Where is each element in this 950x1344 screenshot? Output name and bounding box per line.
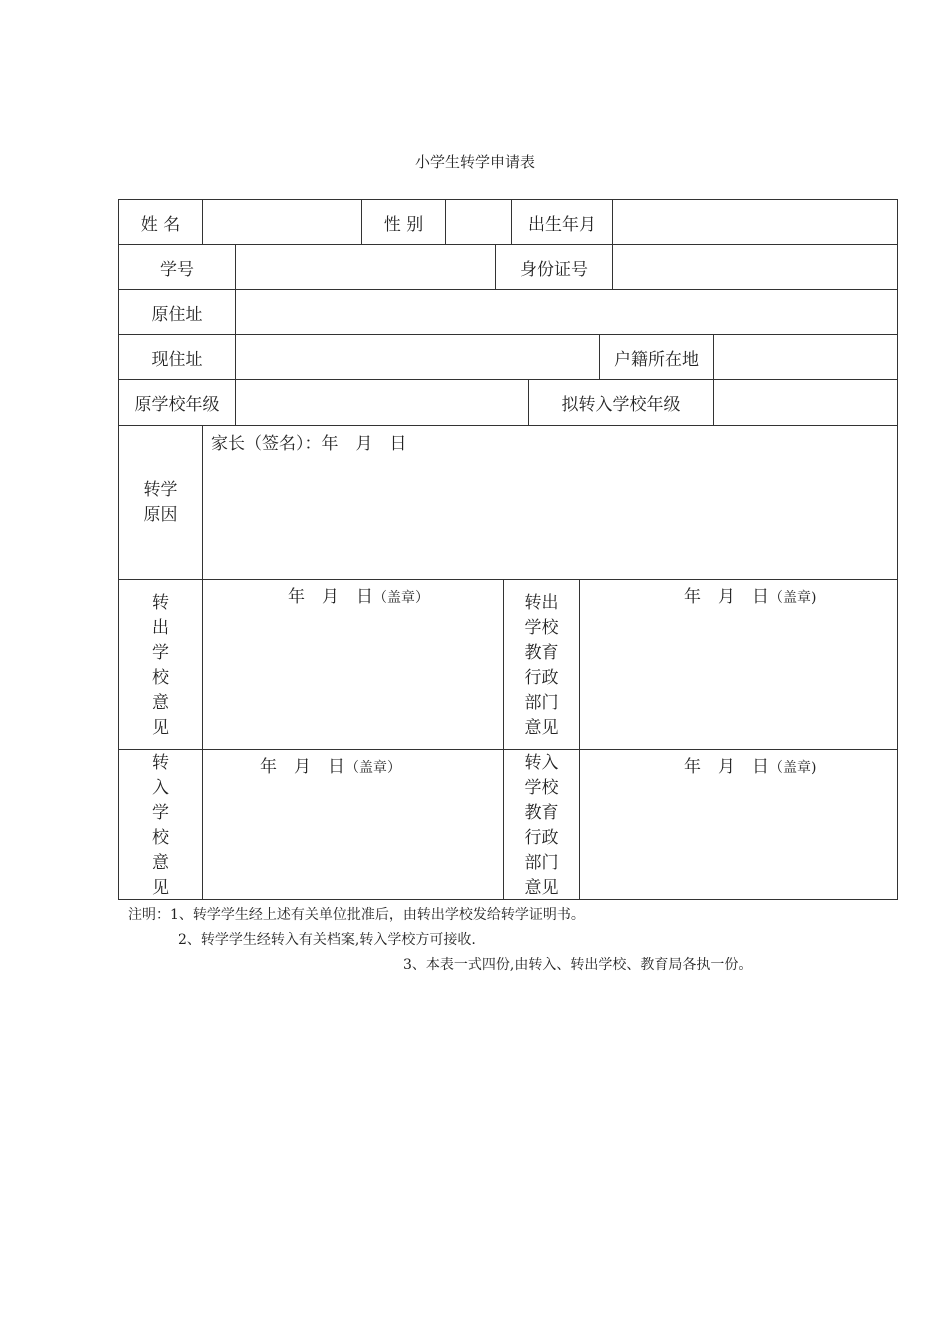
date-text: 年 月 日 — [288, 587, 373, 607]
reason-label — [119, 478, 202, 528]
label-line: 行政 — [524, 828, 559, 848]
birth-label: 出生年月 — [528, 214, 596, 235]
label-char: 转 — [152, 593, 169, 613]
orig-address-field[interactable] — [236, 290, 897, 334]
label-char: 意 — [152, 693, 169, 713]
label-char: 意 — [152, 853, 169, 873]
transfer-in-school-label — [119, 751, 202, 901]
label-char: 学 — [152, 643, 169, 663]
label-char: 见 — [152, 878, 169, 898]
student-id-label: 学号 — [160, 259, 194, 280]
stamp-text: （盖章） — [345, 760, 401, 776]
date-text: 年 月 日 — [684, 757, 769, 777]
label-char: 校 — [152, 668, 169, 688]
stamp-text: （盖章） — [373, 590, 429, 606]
transfer-in-school-opinion-field[interactable] — [203, 750, 503, 899]
student-id-field[interactable] — [236, 245, 495, 289]
id-card-label: 身份证号 — [520, 259, 588, 280]
transfer-in-edu-date-stamp — [684, 752, 816, 777]
stamp-text: （盖章) — [769, 590, 817, 606]
gender-field[interactable] — [446, 200, 511, 244]
gender-label: 性 别 — [383, 214, 424, 235]
label-line: 教育 — [524, 803, 559, 823]
table-border-right — [897, 199, 898, 899]
label-line: 部门 — [524, 853, 559, 873]
label-char: 学 — [152, 803, 169, 823]
transfer-out-edu-opinion-field[interactable] — [580, 580, 897, 749]
household-field[interactable] — [714, 335, 897, 379]
label-line: 部门 — [524, 693, 559, 713]
birth-field[interactable] — [613, 200, 897, 244]
label-line: 学校 — [524, 778, 559, 798]
transfer-out-school-opinion-field[interactable] — [203, 580, 503, 749]
transfer-out-date-stamp — [288, 582, 429, 607]
transfer-out-school-label — [119, 591, 202, 741]
label-char: 校 — [152, 828, 169, 848]
id-card-field[interactable] — [613, 245, 897, 289]
transfer-out-edu-date-stamp — [684, 582, 816, 607]
transfer-out-edu-label — [504, 591, 579, 741]
date-text: 年 月 日 — [684, 587, 769, 607]
transfer-in-edu-label — [504, 751, 579, 901]
orig-grade-field[interactable] — [236, 380, 528, 425]
label-char: 入 — [152, 778, 169, 798]
label-char: 出 — [152, 618, 169, 638]
target-grade-field[interactable] — [714, 380, 897, 425]
orig-address-label: 原住址 — [151, 304, 203, 325]
label-line: 转入 — [524, 753, 559, 773]
label-line: 转出 — [524, 593, 559, 613]
reason-field[interactable] — [203, 426, 897, 579]
label-line: 意见 — [524, 718, 559, 738]
label-char: 转 — [152, 753, 169, 773]
reason-label-line: 转学 — [143, 480, 178, 500]
date-text: 年 月 日 — [260, 757, 345, 777]
note-line-3: 3、本表一式四份,由转入、转出学校、教育局各执一份。 — [403, 957, 753, 973]
label-line: 行政 — [524, 668, 559, 688]
target-grade-label: 拟转入学校年级 — [561, 395, 681, 415]
transfer-in-date-stamp — [260, 752, 401, 777]
parent-signature-line: 家长（签名）：年 月 日 — [211, 434, 407, 454]
form-title: 小学生转学申请表 — [414, 153, 535, 171]
current-address-field[interactable] — [236, 335, 599, 379]
name-label: 姓 名 — [140, 214, 181, 235]
label-line: 教育 — [524, 643, 559, 663]
label-line: 意见 — [524, 878, 559, 898]
orig-grade-label: 原学校年级 — [134, 395, 220, 415]
reason-label-line: 原因 — [143, 505, 178, 525]
name-field[interactable] — [203, 200, 361, 244]
current-address-label: 现住址 — [151, 349, 203, 370]
note-line-1: 注明：1、转学学生经上述有关单位批准后，由转出学校发给转学证明书。 — [128, 907, 585, 923]
label-char: 见 — [152, 718, 169, 738]
household-label: 户籍所在地 — [614, 349, 699, 370]
note-line-2: 2、转学学生经转入有关档案,转入学校方可接收. — [178, 932, 476, 948]
transfer-in-edu-opinion-field[interactable] — [580, 750, 897, 899]
stamp-text: （盖章) — [769, 760, 817, 776]
label-line: 学校 — [524, 618, 559, 638]
